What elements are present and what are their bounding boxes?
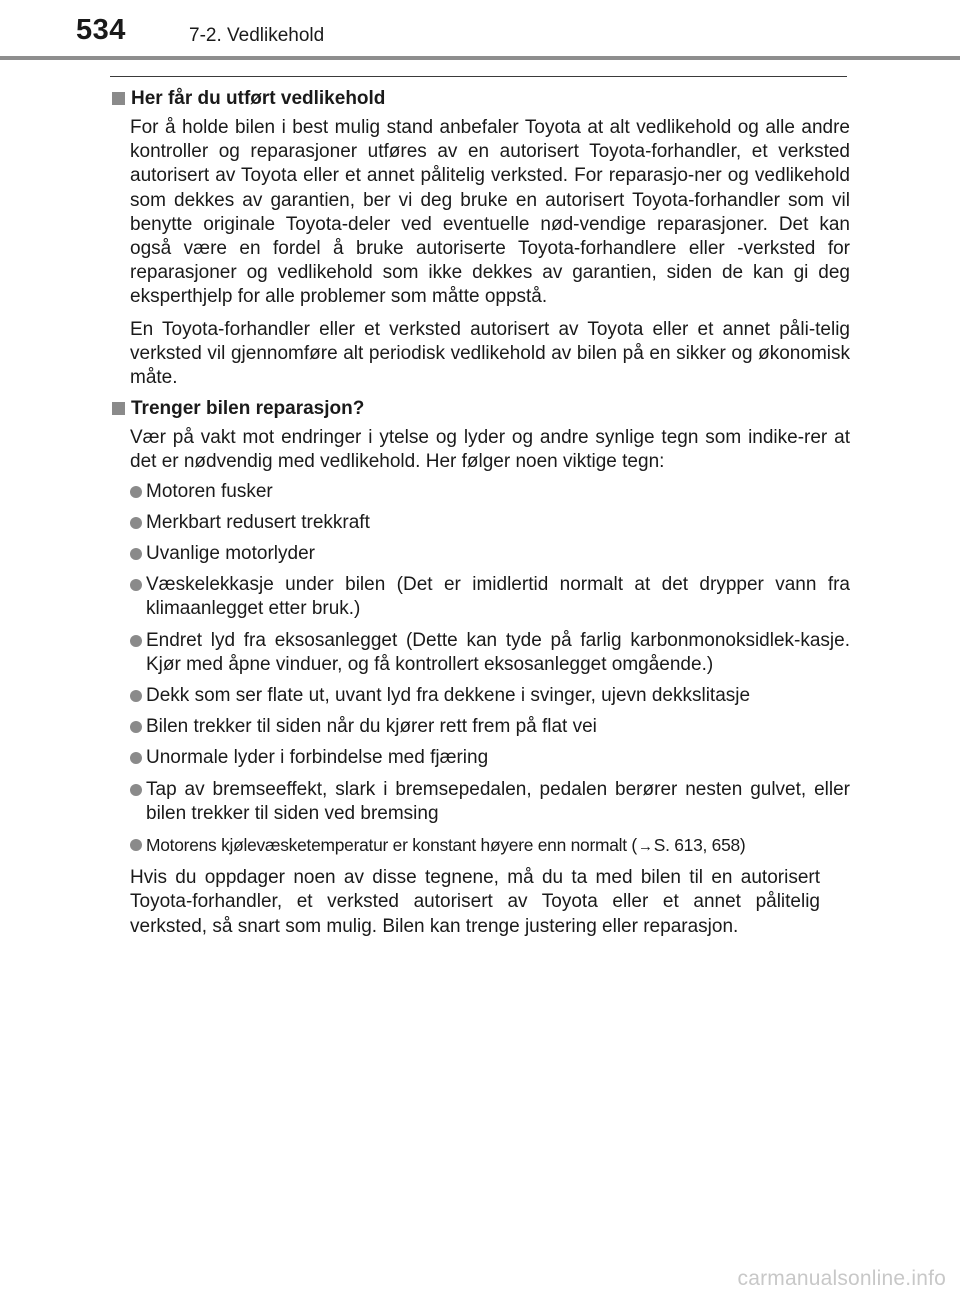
closing-line: Hvis du oppdager noen av disse tegnene, må du ta med bilen til en autorisert [130,867,820,889]
list-item [130,778,850,826]
page-content [110,87,850,946]
circle-bullet-icon [130,486,142,498]
arrow-right-icon: → [637,838,653,856]
list-item-text: Motorens kjølevæsketemperatur er konstant høyere enn normalt ( [146,835,637,856]
list-item-text: Merkbart redusert trekkraft [146,511,370,533]
circle-bullet-icon [130,784,142,796]
list-item-text: Væskelekkasje under bilen (Det er imidlertid normalt at det drypper vann fra klimaanlegget etter bruk.) [146,574,850,620]
list-item [130,746,850,770]
section-heading [110,397,850,421]
list-item [130,629,850,677]
square-bullet-icon [112,402,125,415]
warning-signs-list [110,480,850,860]
list-item-text: Unormale lyder i forbindelse med fjæring [146,747,489,769]
list-item [130,573,850,621]
list-item-text: Bilen trekker til siden når du kjører rett frem på flat vei [146,716,597,738]
list-item [130,833,850,859]
list-item [130,715,850,739]
closing-paragraph [130,866,820,939]
list-item-text: Dekk som ser flate ut, uvant lyd fra dekkene i svinger, ujevn dekkslitasje [146,685,751,707]
paragraph: For å holde bilen i best mulig stand anbefaler Toyota at alt vedlikehold og alle andre kontroller og reparasjoner utføres av en autorisert Toyota-forhandler, et verksted autorisert av Toyota eller et annet pålitelig verksted. For reparasjo-ner og vedlikehold som dekkes av garantien, ber vi deg bruke en autorisert Toyota-forhandler som vil benytte originale Toyota-deler ved eventuelle nød-vendige reparasjoner. Det kan også være en fordel å bruke autoriserte Toyota-forhandlere eller -verksted for reparasjoner og vedlikehold som ikke dekkes av garantien, siden de kan gi deg eksperthjelp for alle problemer som måtte oppstå. [130,117,850,308]
page-number: 534 [76,14,126,46]
content-top-divider [110,76,847,77]
list-item-text: Motoren fusker [146,480,273,502]
paragraph: Vær på vakt mot endringer i ytelse og lyder og andre synlige tegn som indike-rer at det er nødvendig med vedlikehold. Her følger noen viktige tegn: [130,427,850,473]
list-item [130,542,850,566]
circle-bullet-icon [130,635,142,647]
list-item [130,480,850,504]
header-divider [0,56,960,60]
circle-bullet-icon [130,548,142,560]
section-heading-text: Trenger bilen reparasjon? [131,398,365,420]
list-item [130,684,850,708]
list-item-text: Uvanlige motorlyder [146,543,315,565]
section-maintenance [110,87,850,390]
list-item-text: Tap av bremseeffekt, slark i bremsepedalen, pedalen berører nesten gulvet, eller bilen trekker til siden ved bremsing [146,778,850,824]
page-header [0,0,960,62]
circle-bullet-icon [130,839,142,851]
circle-bullet-icon [130,579,142,591]
list-item-text: Endret lyd fra eksosanlegget (Dette kan tyde på farlig karbonmonoksidlek-kasje. Kjør med åpne vinduer, og få kontrollert eksosanlegget omgående.) [146,629,850,675]
section-repair [110,397,850,939]
closing-line: Toyota-forhandler, et verksted autorisert av Toyota eller et annet pålitelig [130,891,820,913]
circle-bullet-icon [130,752,142,764]
section-heading [110,87,850,111]
closing-line: verksted, så snart som mulig. Bilen kan trenge justering eller reparasjon. [130,915,739,937]
section-heading-text: Her får du utført vedlikehold [131,88,386,109]
circle-bullet-icon [130,721,142,733]
page-reference-link[interactable]: S. 613, 658) [653,835,746,856]
paragraph: En Toyota-forhandler eller et verksted autorisert av Toyota eller et annet påli-telig verksted vil gjennomføre alt periodisk vedlikehold av bilen på en sikker og økonomisk måte. [130,318,850,389]
circle-bullet-icon [130,517,142,529]
square-bullet-icon [112,92,125,105]
watermark: carmanualsonline.info [737,1267,946,1290]
list-item [130,511,850,535]
section-title: 7-2. Vedlikehold [189,25,325,46]
circle-bullet-icon [130,690,142,702]
